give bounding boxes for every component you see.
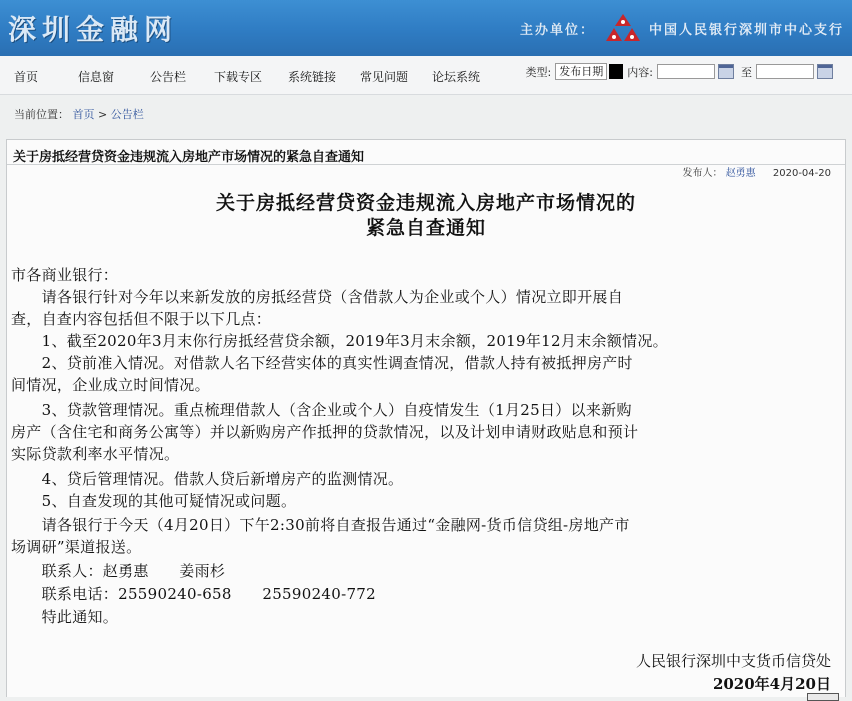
- body-line: 市各商业银行：: [11, 266, 119, 284]
- breadcrumb-prefix: 当前位置：: [14, 108, 69, 121]
- calendar-icon[interactable]: [718, 64, 734, 79]
- print-tab[interactable]: [807, 693, 839, 701]
- sponsor-label: 主办单位：: [519, 22, 595, 38]
- nav-item-forum[interactable]: 论坛系统: [432, 70, 481, 84]
- publisher-name[interactable]: 赵勇惠: [725, 168, 756, 179]
- search-type-label: 类型:: [525, 65, 552, 79]
- body-line: 场调研”渠道报送。: [11, 538, 142, 556]
- body-line: 5、自查发现的其他可疑情况或问题。: [11, 492, 297, 510]
- body-line: 请各银行于今天（4月20日）下午2:30前将自查报告通过“金融网-货币信贷组-房地产市: [11, 516, 630, 534]
- body-line: 4、贷后管理情况。借款人贷后新增房产的监测情况。: [11, 470, 404, 488]
- breadcrumb-current-link[interactable]: 公告栏: [110, 108, 144, 121]
- search-to-label: 至: [741, 65, 752, 79]
- contact-phone-line: 联系电话：25590240-658 25590240-772: [11, 585, 376, 603]
- select-dropdown-icon[interactable]: [609, 64, 623, 79]
- signature-org: 人民银行深圳中支货币信贷处: [635, 652, 831, 670]
- body-line: 2、贷前准入情况。对借款人名下经营实体的真实性调查情况，借款人持有被抵押房产时: [11, 354, 633, 372]
- document-title-line-1: 关于房抵经营贷资金违规流入房地产市场情况的: [215, 192, 636, 214]
- signature-date: 2020年4月20日: [712, 675, 831, 693]
- body-line: 房产（含住宅和商务公寓等）并以新购房产作抵押的贷款情况，以及计划申请财政贴息和预计: [11, 423, 639, 441]
- notice-meta: [683, 164, 832, 179]
- sponsor-block: [520, 12, 844, 44]
- body-line: 间情况，企业成立时间情况。: [11, 376, 210, 394]
- nav-item-info-window[interactable]: 信息窗: [78, 70, 115, 84]
- nav-item-home[interactable]: 首页: [14, 70, 39, 84]
- search-bar: [522, 63, 836, 80]
- nav-item-downloads[interactable]: 下载专区: [214, 70, 263, 84]
- body-line: 1、截至2020年3月末你行房抵经营贷余额，2019年3月末余额，2019年12月末余额情况。: [11, 332, 668, 350]
- publish-date: 2020-04-20: [772, 168, 831, 179]
- breadcrumb: [14, 106, 144, 122]
- calendar-icon[interactable]: [817, 64, 833, 79]
- nav-item-system-links[interactable]: 系统链接: [288, 70, 337, 84]
- nav-item-bulletin[interactable]: 公告栏: [150, 70, 187, 84]
- site-logo[interactable]: 深圳金融网: [8, 13, 179, 46]
- search-content-label: 内容:: [627, 65, 653, 79]
- date-to-input[interactable]: [756, 64, 814, 79]
- date-from-input[interactable]: [657, 64, 715, 79]
- search-type-select[interactable]: 发布日期: [555, 63, 607, 80]
- body-line: 请各银行针对今年以来新发放的房抵经营贷（含借款人为企业或个人）情况立即开展自: [11, 288, 624, 306]
- document-title-line-2: 紧急自查通知: [365, 217, 486, 239]
- body-line: 实际贷款利率水平情况。: [11, 445, 180, 463]
- pboc-logo-icon: [603, 12, 643, 44]
- breadcrumb-home-link[interactable]: 首页: [72, 108, 95, 121]
- contact-persons-line: 联系人：赵勇惠 姜雨杉: [11, 562, 226, 580]
- body-line: 3、贷款管理情况。重点梳理借款人（含企业或个人）自疫情发生（1月25日）以来新购: [11, 401, 632, 419]
- site-header: [0, 0, 852, 56]
- sponsor-name: 中国人民银行深圳市中心支行: [648, 22, 844, 38]
- notice-panel: [6, 139, 846, 697]
- body-line: 查，自查内容包括但不限于以下几点：: [11, 310, 272, 328]
- breadcrumb-separator: >: [98, 108, 108, 121]
- main-nav: [0, 56, 852, 95]
- notice-list-title: 关于房抵经营贷资金违规流入房地产市场情况的紧急自查通知: [13, 150, 365, 165]
- nav-item-faq[interactable]: 常见问题: [360, 70, 409, 84]
- closing-line: 特此通知。: [11, 608, 119, 626]
- publisher-label: 发布人：: [682, 168, 723, 179]
